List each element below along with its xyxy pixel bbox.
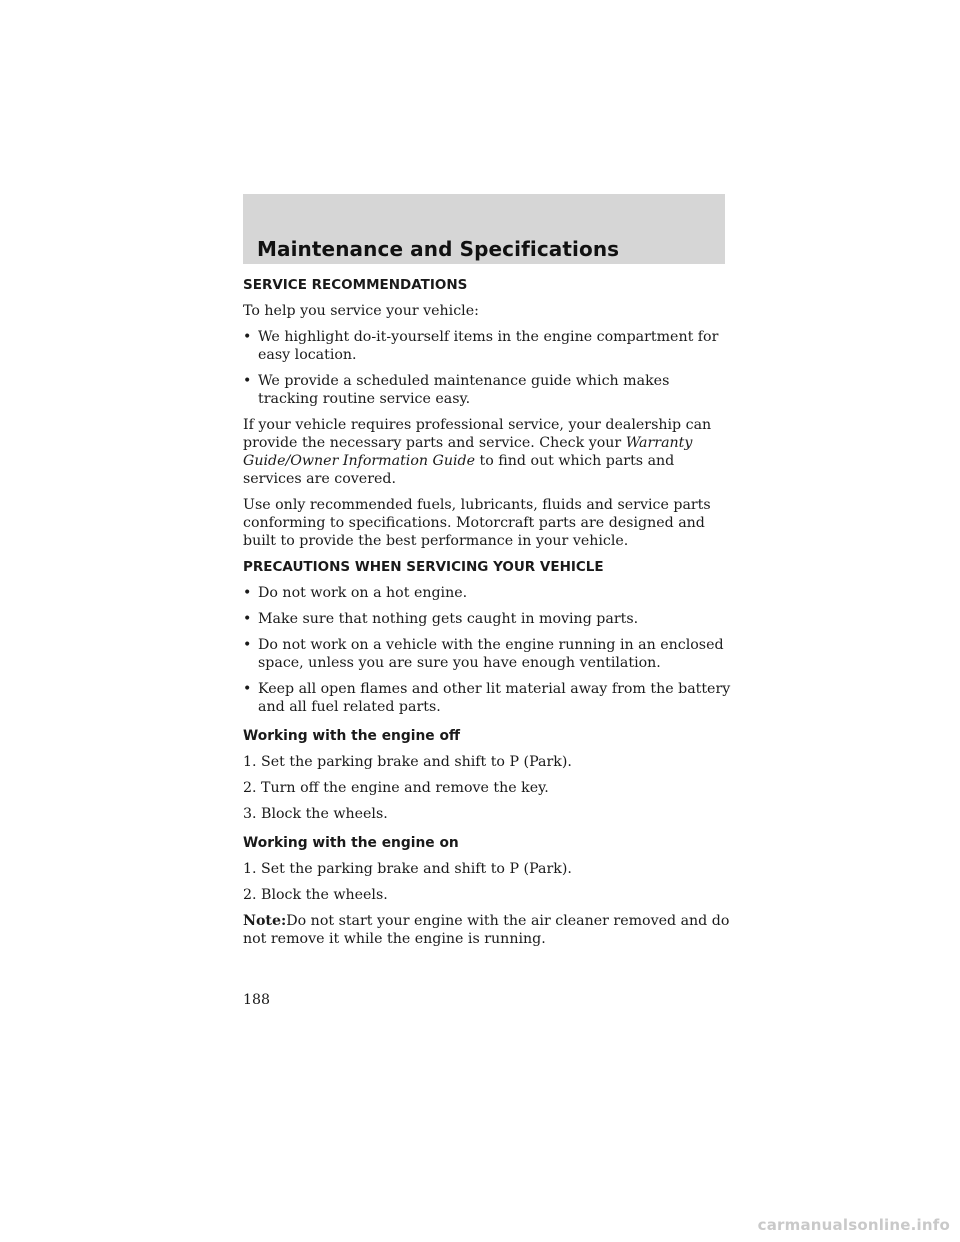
bullet-icon: • xyxy=(243,373,252,389)
bullet-icon: • xyxy=(243,681,252,697)
list-item: • We highlight do-it-yourself items in the engine compartment for easy location. xyxy=(243,329,719,363)
heading-precautions: PRECAUTIONS WHEN SERVICING YOUR VEHICLE xyxy=(243,559,604,575)
engine-off-step: 2. Turn off the engine and remove the key. xyxy=(243,780,549,796)
service-bullet-list xyxy=(243,328,733,408)
watermark-logo: carmanualsonline.info xyxy=(757,1216,950,1234)
bullet-icon: • xyxy=(243,637,252,653)
note-paragraph xyxy=(243,912,733,948)
engine-on-step: 2. Block the wheels. xyxy=(243,887,388,903)
engine-on-step: 1. Set the parking brake and shift to P (Park). xyxy=(243,861,572,877)
note-label: Note: xyxy=(243,913,287,929)
engine-off-step: 3. Block the wheels. xyxy=(243,806,388,822)
service-intro: To help you service your vehicle: xyxy=(243,303,479,319)
bullet-icon: • xyxy=(243,611,252,627)
heading-engine-on: Working with the engine on xyxy=(243,835,459,851)
list-item: • Make sure that nothing gets caught in moving parts. xyxy=(243,611,639,627)
section-title: Maintenance and Specifications xyxy=(257,237,620,261)
section-header-band xyxy=(243,194,725,264)
list-item: • Do not work on a vehicle with the engine running in an enclosed space, unless you are sure you have enough ventilation. xyxy=(243,637,724,671)
engine-off-step: 1. Set the parking brake and shift to P (Park). xyxy=(243,754,572,770)
page-content xyxy=(243,276,733,956)
warranty-guide-title: Warranty Guide/Owner Information Guide xyxy=(243,435,693,469)
heading-engine-off: Working with the engine off xyxy=(243,728,461,744)
heading-service-recommendations: SERVICE RECOMMENDATIONS xyxy=(243,277,468,293)
list-item: • Do not work on a hot engine. xyxy=(243,585,468,601)
list-item: • We provide a scheduled maintenance guide which makes tracking routine service easy. xyxy=(243,373,670,407)
bullet-icon: • xyxy=(243,585,252,601)
precautions-bullet-list xyxy=(243,584,733,716)
note-text: Do not start your engine with the air cleaner removed and do not remove it while the engine is running. xyxy=(243,913,730,947)
page-number: 188 xyxy=(243,992,271,1008)
list-item: • Keep all open flames and other lit material away from the battery and all fuel related parts. xyxy=(243,681,731,715)
service-paragraph-dealership: If your vehicle requires professional service, your dealership can provide the necessary parts and service. Check your Warranty Guide/Owner Information Guide to find out which parts and services are covered. xyxy=(243,417,712,487)
service-paragraph-parts: Use only recommended fuels, lubricants, fluids and service parts conforming to specifications. Motorcraft parts are designed and built to provide the best performance in your vehicle. xyxy=(243,497,711,549)
bullet-icon: • xyxy=(243,329,252,345)
